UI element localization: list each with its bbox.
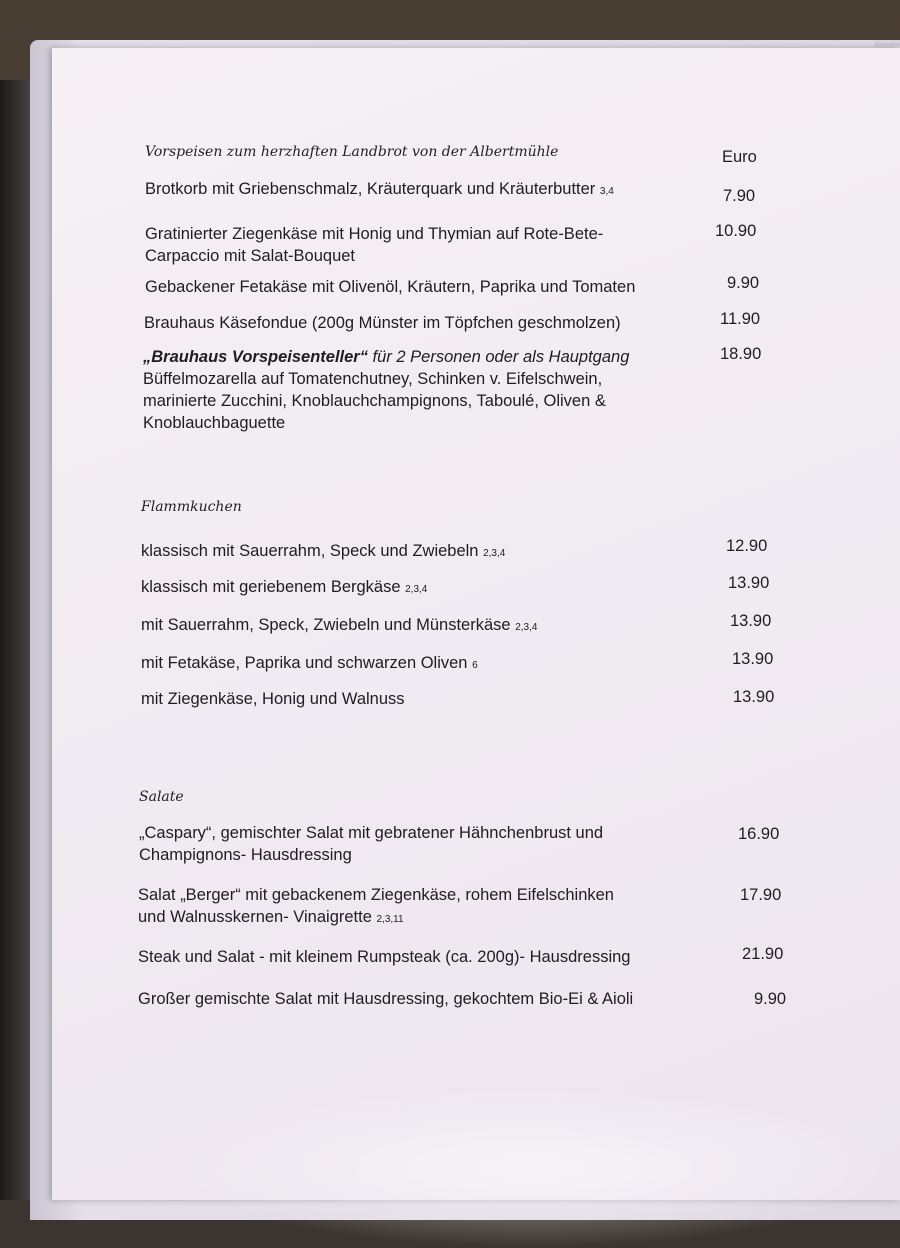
menu-item	[141, 576, 427, 601]
menu-item	[144, 312, 621, 334]
menu-item	[139, 822, 603, 866]
menu-page	[52, 48, 900, 1200]
item-price: 10.90	[715, 222, 757, 240]
menu-item	[145, 178, 614, 203]
menu-item	[145, 223, 603, 267]
menu-item	[141, 540, 505, 565]
item-price: 16.90	[738, 825, 780, 843]
platter-subtitle: für 2 Personen oder als Hauptgang	[367, 348, 630, 366]
section-heading-salate: Salate	[139, 789, 184, 805]
item-name: mit Fetakäse, Paprika und schwarzen Oliven	[141, 654, 468, 672]
item-price: 7.90	[723, 187, 756, 205]
platter-title: „Brauhaus Vorspeisenteller“	[143, 348, 368, 366]
platter-description: Knoblauchbaguette	[143, 414, 286, 432]
item-name: mit Ziegenkäse, Honig und Walnuss	[141, 690, 405, 708]
currency-label: Euro	[722, 148, 757, 166]
item-name: Salat „Berger“ mit gebackenem Ziegenkäse, rohem Eifelschinken	[138, 886, 614, 904]
item-name: klassisch mit geriebenem Bergkäse	[141, 578, 401, 596]
allergen-codes: 6	[472, 660, 478, 671]
item-name: Brauhaus Käsefondue (200g Münster im Töpfchen geschmolzen)	[144, 314, 621, 332]
item-name-cont: Carpaccio mit Salat-Bouquet	[145, 247, 356, 265]
item-price: 9.90	[754, 990, 787, 1008]
allergen-codes: 3,4	[599, 186, 614, 197]
item-name: Brotkorb mit Griebenschmalz, Kräuterquark und Kräuterbutter	[145, 180, 596, 198]
item-price: 9.90	[727, 274, 760, 292]
menu-item	[138, 988, 633, 1010]
section-heading-flammkuchen: Flammkuchen	[141, 499, 242, 515]
menu-item	[141, 688, 405, 710]
item-name: Großer gemischte Salat mit Hausdressing, gekochtem Bio-Ei & Aioli	[138, 990, 634, 1008]
item-price: 13.90	[732, 650, 774, 668]
item-price: 18.90	[720, 345, 762, 363]
item-name: Steak und Salat - mit kleinem Rumpsteak (ca. 200g)- Hausdressing	[138, 948, 631, 966]
item-price: 12.90	[726, 537, 768, 555]
menu-item	[138, 946, 630, 968]
allergen-codes: 2,3,4	[483, 548, 506, 559]
menu-item	[145, 276, 635, 298]
allergen-codes: 2,3,4	[405, 584, 428, 595]
menu-item	[138, 884, 614, 931]
item-name: mit Sauerrahm, Speck, Zwiebeln und Münsterkäse	[141, 616, 511, 634]
section-heading-vorspeisen: Vorspeisen zum herzhaften Landbrot von der Albertmühle	[145, 144, 559, 160]
item-name: Gratinierter Ziegenkäse mit Honig und Thymian auf Rote-Bete-	[145, 225, 604, 243]
menu-item	[141, 614, 537, 639]
item-name-cont: und Walnusskernen- Vinaigrette	[138, 908, 372, 926]
allergen-codes: 2,3,4	[515, 622, 538, 633]
item-name: klassisch mit Sauerrahm, Speck und Zwiebeln	[141, 542, 479, 560]
item-price: 11.90	[720, 310, 761, 328]
item-price: 13.90	[728, 574, 770, 592]
platter-description: marinierte Zucchini, Knoblauchchampignons, Taboulé, Oliven &	[143, 392, 606, 410]
menu-item-platter	[143, 346, 629, 434]
item-price: 17.90	[740, 886, 782, 904]
allergen-codes: 2,3,11	[376, 914, 404, 925]
item-name: Gebackener Fetakäse mit Olivenöl, Kräutern, Paprika und Tomaten	[145, 278, 636, 296]
item-price: 13.90	[730, 612, 772, 630]
light-glare	[172, 1088, 892, 1248]
platter-description: Büffelmozarella auf Tomatenchutney, Schinken v. Eifelschwein,	[143, 370, 603, 388]
item-name: „Caspary“, gemischter Salat mit gebratener Hähnchenbrust und	[139, 824, 604, 842]
item-name-cont: Champignons- Hausdressing	[139, 846, 352, 864]
item-price: 13.90	[733, 688, 775, 706]
menu-item	[141, 652, 478, 677]
item-price: 21.90	[742, 945, 784, 963]
